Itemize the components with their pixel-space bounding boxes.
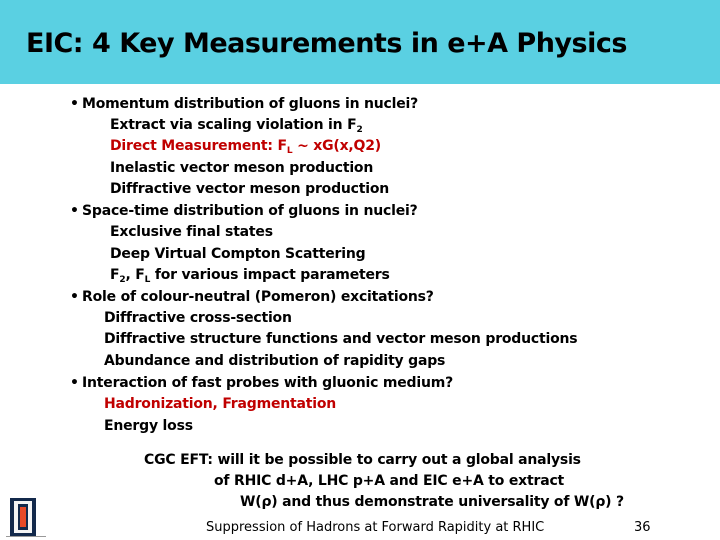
sub-item: Energy loss (104, 418, 193, 434)
sub-item: Abundance and distribution of rapidity gaps (104, 353, 446, 369)
page-number: 36 (634, 520, 651, 535)
sub-item-highlight: Direct Measurement: $F_L$ ~ xG(x,Q2) (110, 138, 381, 156)
sub-item: Diffractive vector meson production (110, 181, 390, 197)
bullet-heading-1: Momentum distribution of gluons in nuclei? (82, 96, 419, 112)
cgc-question-line-1: CGC EFT: will it be possible to carry out a global analysis (144, 452, 581, 468)
sub-item: $F_2$, $F_L$ for various impact parameters (110, 267, 390, 285)
bullet-marker: • (70, 289, 79, 305)
bullet-heading-3: Role of colour-neutral (Pomeron) excitations? (82, 289, 434, 305)
sub-item: Exclusive final states (110, 224, 273, 240)
bullet-heading-2: Space-time distribution of gluons in nuclei? (82, 203, 418, 219)
footer-text: Suppression of Hadrons at Forward Rapidity at RHIC (206, 520, 545, 535)
sub-item: Diffractive structure functions and vector meson productions (104, 331, 578, 347)
cgc-question-line-2: of RHIC d+A, LHC p+A and EIC e+A to extract (214, 473, 565, 489)
sub-item: Extract via scaling violation in $F_2$ (110, 117, 363, 135)
illinois-block-i-icon (10, 498, 36, 536)
footer-divider (6, 536, 46, 537)
bullet-marker: • (70, 96, 79, 112)
sub-item: Deep Virtual Compton Scattering (110, 246, 366, 262)
bullet-marker: • (70, 375, 79, 391)
sub-item: Diffractive cross-section (104, 310, 292, 326)
sub-item: Inelastic vector meson production (110, 160, 374, 176)
slide-title: EIC: 4 Key Measurements in e+A Physics (26, 28, 627, 59)
cgc-question-line-3: W(ρ) and thus demonstrate universality of W(ρ) ? (240, 494, 624, 510)
bullet-marker: • (70, 203, 79, 219)
bullet-heading-4: Interaction of fast probes with gluonic medium? (82, 375, 454, 391)
sub-item-highlight: Hadronization, Fragmentation (104, 396, 337, 412)
